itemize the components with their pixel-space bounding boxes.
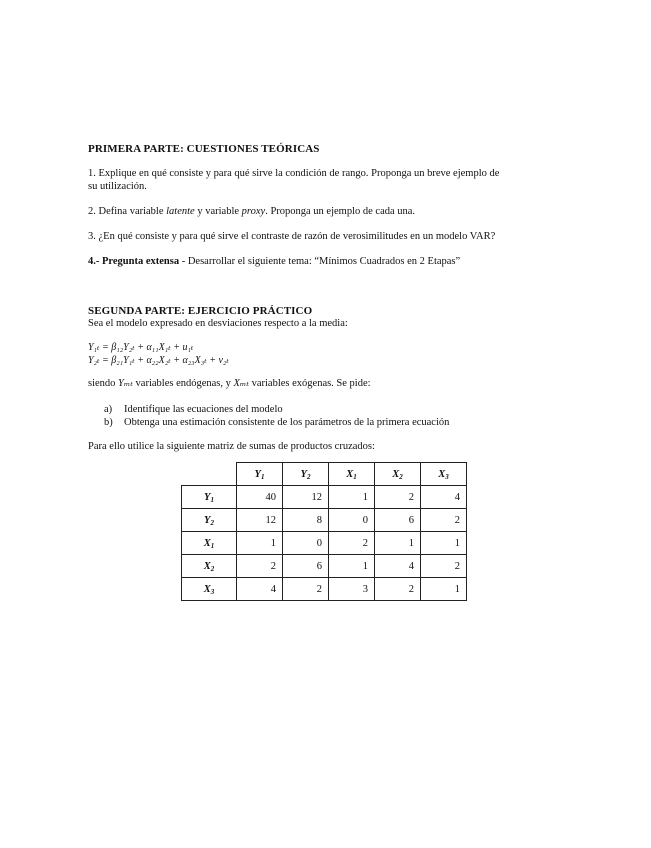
question-3: 3. ¿En qué consiste y para qué sirve el contraste de razón de verosimilitudes en un modelo VAR? xyxy=(88,231,496,242)
matrix-cell: 12 xyxy=(237,509,283,532)
matrix-cell: 2 xyxy=(375,486,421,509)
matrix-cell: 2 xyxy=(421,555,467,578)
matrix-cell: 1 xyxy=(237,532,283,555)
item-b-text: Obtenga una estimación consistente de los parámetros de la primera ecuación xyxy=(124,417,450,428)
matrix-row-header: $X_1$ xyxy=(182,532,237,555)
equation-2: Y₂ₜ = β₂₁Y₁ₜ + α₂₂X₂ₜ + α₂₃X₃ₜ + v₂ₜ xyxy=(88,355,229,366)
matrix-row xyxy=(182,555,467,578)
matrix-cell: 0 xyxy=(283,532,329,555)
matrix-row xyxy=(182,509,467,532)
cross-products-matrix xyxy=(181,462,467,601)
question-4 xyxy=(88,256,460,268)
matrix-cell: 1 xyxy=(375,532,421,555)
question-1-line-2: su utilización. xyxy=(88,181,147,192)
matrix-cell: 8 xyxy=(283,509,329,532)
matrix-row-header: $X_2$ xyxy=(182,555,237,578)
matrix-cell: 4 xyxy=(375,555,421,578)
matrix-corner-cell xyxy=(182,463,237,486)
matrix-cell: 6 xyxy=(375,509,421,532)
item-b-label: b) xyxy=(104,417,113,428)
matrix-row-header: $Y_2$ xyxy=(182,509,237,532)
matrix-row xyxy=(182,486,467,509)
matrix-cell: 2 xyxy=(421,509,467,532)
matrix-cell: 2 xyxy=(375,578,421,601)
matrix-cell: 4 xyxy=(237,578,283,601)
q2-term-proxy: proxy xyxy=(241,206,266,217)
q2-text-e: . Proponga un ejemplo de cada una. xyxy=(265,206,416,217)
matrix-cell: 4 xyxy=(421,486,467,509)
matrix-col-header: $Y_1$ xyxy=(237,463,283,486)
matrix-cell: 6 xyxy=(283,555,329,578)
matrix-row xyxy=(182,578,467,601)
matrix-cell: 0 xyxy=(329,509,375,532)
exogenous-symbol: Xₘₜ xyxy=(233,378,249,389)
matrix-col-header: $Y_2$ xyxy=(283,463,329,486)
matrix-col-header: $X_3$ xyxy=(421,463,467,486)
matrix-col-header: $X_1$ xyxy=(329,463,375,486)
matrix-header-row xyxy=(182,463,467,486)
matrix-cell: 12 xyxy=(283,486,329,509)
q4-label: 4.- Pregunta extensa xyxy=(88,256,180,267)
endogenous-symbol: Yₘₜ xyxy=(118,378,133,389)
q4-text: - Desarrollar el siguiente tema: “Mínimos Cuadrados en 2 Etapas” xyxy=(179,256,461,267)
siendo-text-e: variables exógenas. Se pide: xyxy=(248,378,371,389)
matrix-cell: 2 xyxy=(283,578,329,601)
matrix-col-header: $X_2$ xyxy=(375,463,421,486)
question-1-line-1: 1. Explique en qué consiste y para qué sirve la condición de rango. Proponga un breve ejemplo de xyxy=(88,168,500,179)
q2-text-c: y variable xyxy=(194,206,242,217)
matrix-cell: 1 xyxy=(329,555,375,578)
matrix-row xyxy=(182,532,467,555)
matrix-cell: 2 xyxy=(237,555,283,578)
item-a-text: Identifique las ecuaciones del modelo xyxy=(124,404,283,415)
q2-term-latente: latente xyxy=(166,206,195,217)
matrix-cell: 1 xyxy=(329,486,375,509)
matrix-cell: 40 xyxy=(237,486,283,509)
matrix-cell: 1 xyxy=(421,578,467,601)
matrix-row-header: $X_3$ xyxy=(182,578,237,601)
part1-heading: PRIMERA PARTE: CUESTIONES TEÓRICAS xyxy=(88,143,320,155)
para-ello-line: Para ello utilice la siguiente matriz de sumas de productos cruzados: xyxy=(88,441,375,452)
equation-1: Y₁ₜ = β₁₂Y₂ₜ + α₁₁X₁ₜ + u₁ₜ xyxy=(88,342,194,353)
matrix-cell: 1 xyxy=(421,532,467,555)
siendo-text-c: variables endógenas, y xyxy=(132,378,234,389)
matrix-row-header: $Y_1$ xyxy=(182,486,237,509)
question-2 xyxy=(88,206,415,218)
model-intro: Sea el modelo expresado en desviaciones respecto a la media: xyxy=(88,318,348,329)
part2-heading: SEGUNDA PARTE: EJERCICIO PRÁCTICO xyxy=(88,305,313,317)
q2-text-a: 2. Defina variable xyxy=(88,206,167,217)
matrix-cell: 2 xyxy=(329,532,375,555)
matrix-cell: 3 xyxy=(329,578,375,601)
siendo-text-a: siendo xyxy=(88,378,119,389)
item-a-label: a) xyxy=(104,404,113,415)
siendo-line xyxy=(88,378,371,390)
